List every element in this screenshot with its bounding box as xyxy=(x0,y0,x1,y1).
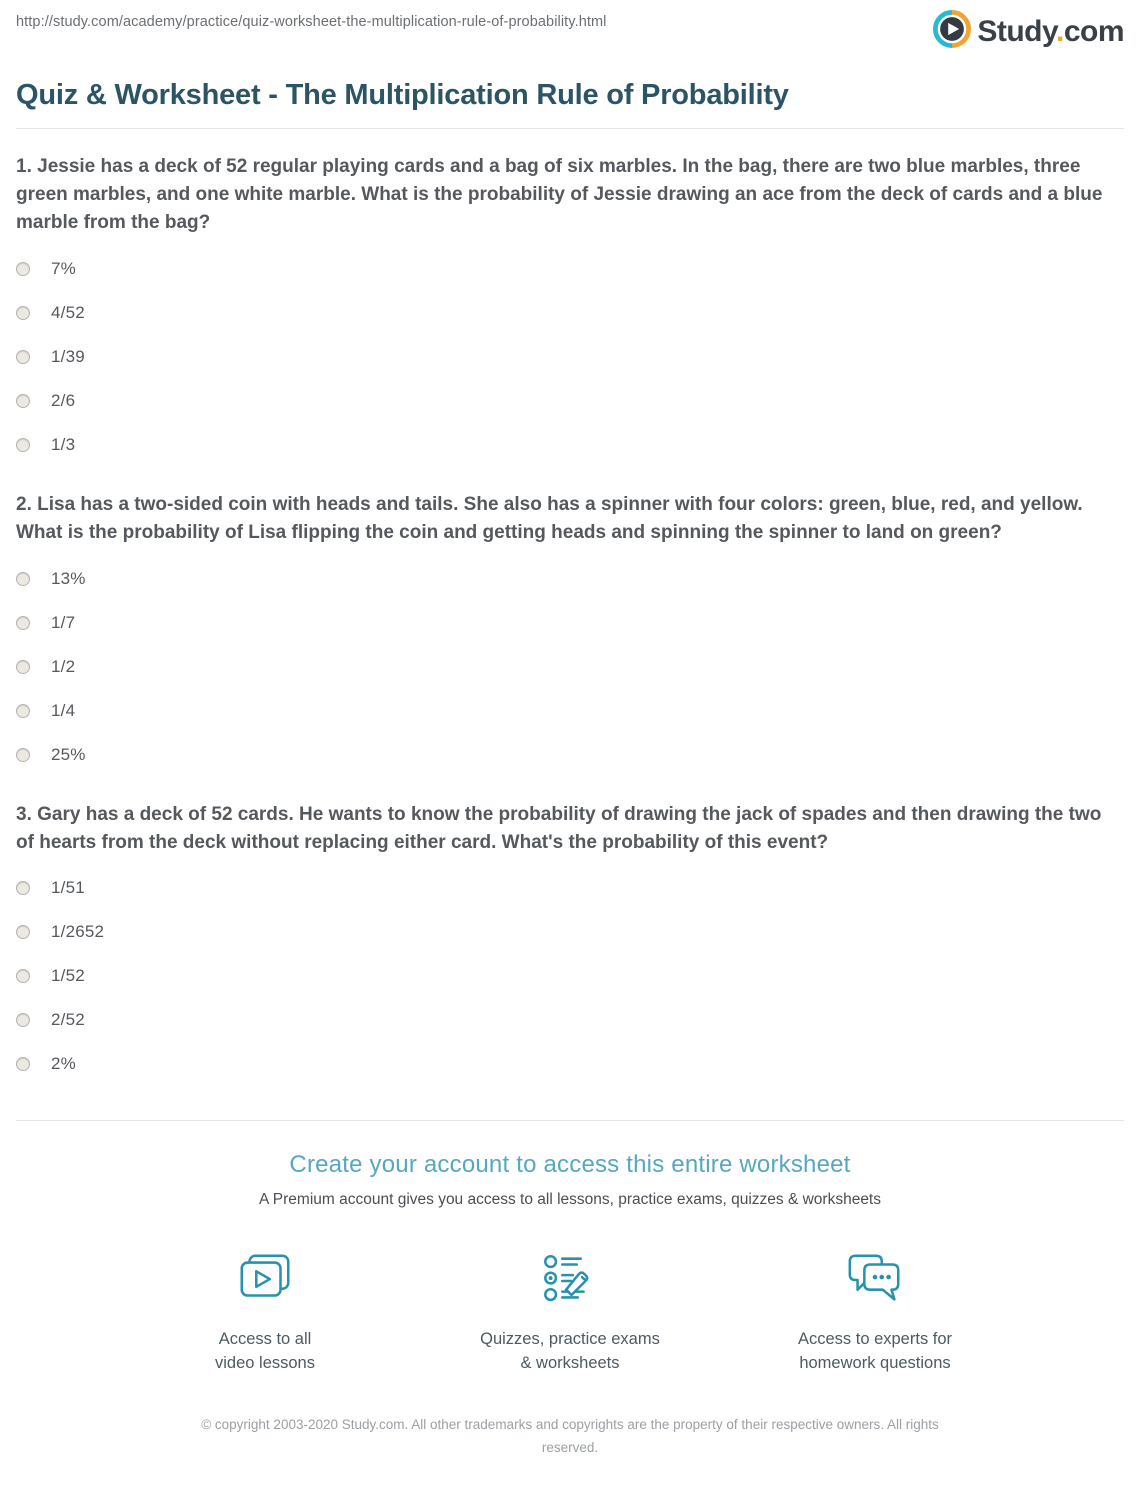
option-label[interactable]: 1/52 xyxy=(51,966,85,986)
radio-button[interactable] xyxy=(16,616,30,630)
radio-button[interactable] xyxy=(16,438,30,452)
radio-button[interactable] xyxy=(16,262,30,276)
question-3 xyxy=(0,801,1140,1087)
question-2-option-4[interactable] xyxy=(10,689,1130,733)
radio-button[interactable] xyxy=(16,660,30,674)
question-2 xyxy=(0,491,1140,777)
radio-button[interactable] xyxy=(16,969,30,983)
option-label[interactable]: 7% xyxy=(51,258,76,278)
features-row xyxy=(0,1249,1140,1376)
radio-button[interactable] xyxy=(16,1057,30,1071)
question-2-text: 2. Lisa has a two-sided coin with heads and tails. She also has a spinner with four colors: green, blue, red, and yellow. What is the probability of Lisa flipping the coin and getting heads and spinning the spinner to land on green? xyxy=(16,493,1083,543)
feature-homework-experts xyxy=(758,1249,993,1376)
option-label[interactable]: 1/39 xyxy=(51,346,85,366)
option-label[interactable]: 1/2 xyxy=(51,656,76,676)
option-label[interactable]: 1/51 xyxy=(51,878,85,898)
question-2-option-3[interactable] xyxy=(10,645,1130,689)
radio-button[interactable] xyxy=(16,748,30,762)
homework-experts-icon xyxy=(844,1249,906,1311)
feature-homework-experts-label: Access to experts for homework questions xyxy=(797,1330,953,1373)
footer-divider xyxy=(16,1120,1124,1121)
question-1-option-3[interactable] xyxy=(10,335,1130,379)
page-url: http://study.com/academy/practice/quiz-worksheet-the-multiplication-rule-of-probability.html xyxy=(16,14,607,30)
radio-button[interactable] xyxy=(16,881,30,895)
title-divider xyxy=(16,128,1124,129)
question-1-options xyxy=(10,247,1130,467)
radio-button[interactable] xyxy=(16,394,30,408)
option-label[interactable]: 1/4 xyxy=(51,700,76,720)
question-3-option-3[interactable] xyxy=(10,954,1130,998)
question-1-option-5[interactable] xyxy=(10,423,1130,467)
option-label[interactable]: 2/52 xyxy=(51,1010,85,1030)
option-label[interactable]: 25% xyxy=(51,744,86,764)
question-1-option-4[interactable] xyxy=(10,379,1130,423)
radio-button[interactable] xyxy=(16,1013,30,1027)
question-2-options xyxy=(10,557,1130,777)
quizzes-worksheets-icon xyxy=(539,1249,601,1311)
question-2-option-1[interactable] xyxy=(10,557,1130,601)
question-2-option-2[interactable] xyxy=(10,601,1130,645)
question-3-option-5[interactable] xyxy=(10,1042,1130,1086)
page-title: Quiz & Worksheet - The Multiplication Rule of Probability xyxy=(16,79,789,111)
question-3-option-4[interactable] xyxy=(10,998,1130,1042)
option-label[interactable]: 1/2652 xyxy=(51,922,105,942)
studycom-logo-icon xyxy=(933,10,971,53)
question-2-option-5[interactable] xyxy=(10,733,1130,777)
question-3-option-1[interactable] xyxy=(10,866,1130,910)
radio-button[interactable] xyxy=(16,704,30,718)
question-1-text: 1. Jessie has a deck of 52 regular playing cards and a bag of six marbles. In the bag, there are two blue marbles, three green marbles, and one white marble. What is the probability of Jessie drawing an ace from the deck of cards and a blue marble from the bag? xyxy=(16,156,1103,233)
feature-video-lessons xyxy=(148,1249,383,1376)
feature-quizzes-worksheets xyxy=(453,1249,688,1376)
video-lessons-icon xyxy=(234,1249,296,1311)
copyright-text: © copyright 2003-2020 Study.com. All other trademarks and copyrights are the property of their respective owners. All rights reserved. xyxy=(201,1417,939,1455)
logo-wordmark: Study.com xyxy=(977,14,1124,48)
topbar xyxy=(0,0,1140,53)
feature-quizzes-worksheets-label: Quizzes, practice exams & worksheets xyxy=(480,1330,660,1373)
feature-video-lessons-label: Access to all video lessons xyxy=(215,1330,315,1373)
question-1 xyxy=(0,153,1140,467)
premium-subheading: A Premium account gives you access to all lessons, practice exams, quizzes & worksheets xyxy=(259,1191,881,1209)
radio-button[interactable] xyxy=(16,925,30,939)
option-label[interactable]: 4/52 xyxy=(51,302,85,322)
radio-button[interactable] xyxy=(16,350,30,364)
studycom-logo[interactable] xyxy=(933,10,1124,53)
radio-button[interactable] xyxy=(16,306,30,320)
question-3-option-2[interactable] xyxy=(10,910,1130,954)
create-account-heading: Create your account to access this entire worksheet xyxy=(289,1151,851,1179)
option-label[interactable]: 1/3 xyxy=(51,434,76,454)
question-1-option-1[interactable] xyxy=(10,247,1130,291)
radio-button[interactable] xyxy=(16,572,30,586)
option-label[interactable]: 2/6 xyxy=(51,390,76,410)
question-3-options xyxy=(10,866,1130,1086)
option-label[interactable]: 1/7 xyxy=(51,612,76,632)
option-label[interactable]: 2% xyxy=(51,1054,76,1074)
question-1-option-2[interactable] xyxy=(10,291,1130,335)
question-3-text: 3. Gary has a deck of 52 cards. He wants to know the probability of drawing the jack of spades and then drawing the two of hearts from the deck without replacing either card. What's the probability of this event? xyxy=(16,803,1102,853)
option-label[interactable]: 13% xyxy=(51,568,86,588)
